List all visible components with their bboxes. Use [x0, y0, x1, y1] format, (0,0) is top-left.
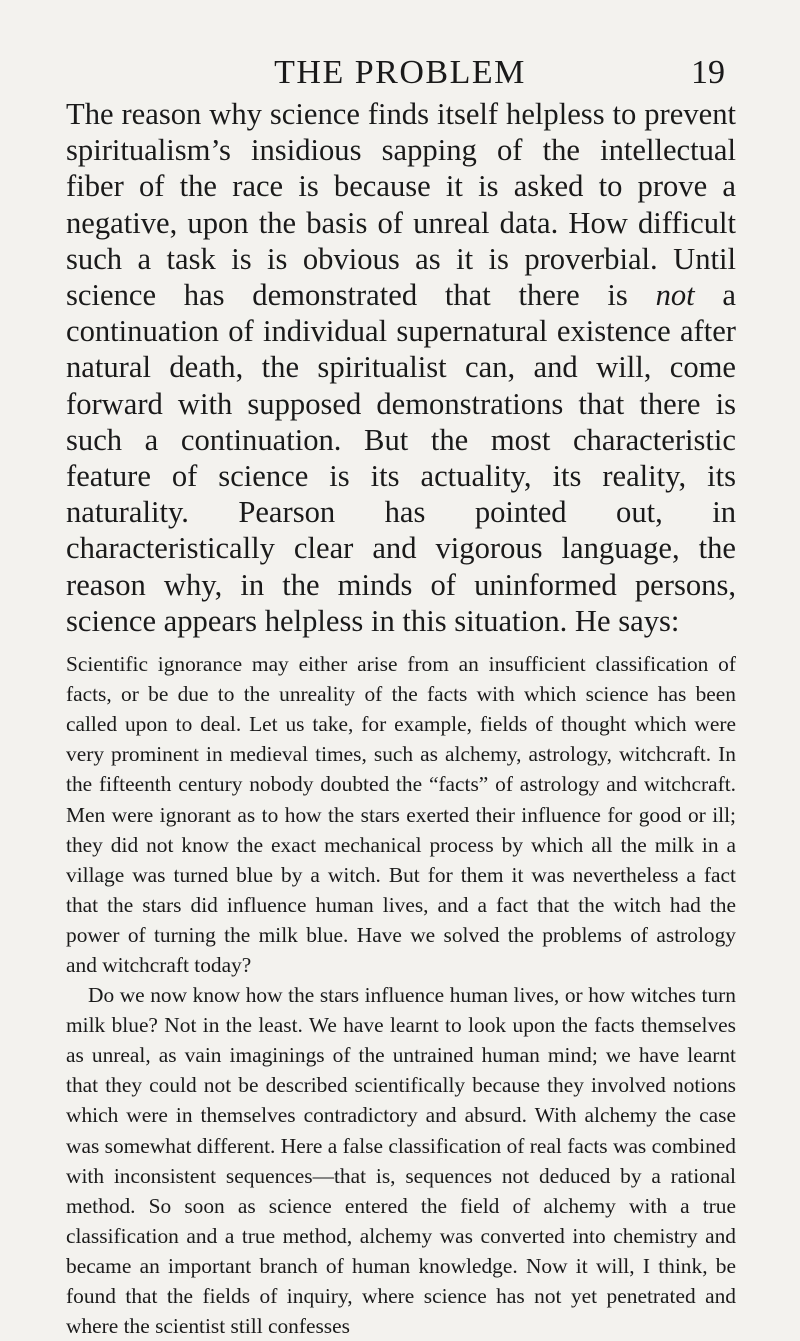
page-number: 19	[691, 54, 725, 91]
body-paragraph	[66, 96, 736, 639]
quote-paragraph: Do we now know how the stars influence human lives, or how witches turn milk blue? Not in the least. We have learnt to look upon the facts themselves as unreal, as vain imaginings of the untrained human mind; we have learnt that they could not be described scientifically because they involved notions which were in themselves contradictory and absurd. With alchemy the case was somewhat different. Here a false classification of real facts was combined with inconsistent sequences—that is, sequences not deduced by a rational method. So soon as science entered the field of alchemy with a true classification and a true method, alchemy was converted into chemistry and became an important branch of human knowledge. Now it will, I think, be found that the fields of inquiry, where science has not yet penetrated and where the scientist still confesses	[66, 983, 736, 1339]
body-text-after-italic: a continuation of individual supernatural existence after natural death, the spiritualist can, and will, come forward with supposed demonstrations that there is such a continuation. But the most characteristic feature of science is its actuality, its reality, its naturality. Pearson has pointed out, in characteristically clear and vigorous language, the reason why, in the minds of uninformed persons, science appears helpless in this situation. He says:	[66, 278, 736, 638]
running-head: THE PROBLEM	[274, 54, 526, 91]
block-quote	[66, 649, 736, 1341]
body-text-before-italic: The reason why science finds itself helpless to prevent spiritualism’s insidious sapping of the intellectual fiber of the race is because it is asked to prove a negative, upon the basis of unreal data. How difficult such a task is is obvious as it is proverbial. Until science has demonstrated that there is	[66, 97, 736, 313]
text-block	[66, 96, 736, 1341]
italic-word: not	[655, 278, 695, 313]
quote-paragraph: Scientific ignorance may either arise from an insufficient classification of facts, or be due to the unreality of the facts with which science has been called upon to deal. Let us take, for example, fields of thought which were very prominent in medieval times, such as alchemy, astrology, witchcraft. In the fifteenth century nobody doubted the “facts” of astrology and witchcraft. Men were ignorant as to how the stars exerted their influence for good or ill; they did not know the exact mechanical process by which all the milk in a village was turned blue by a witch. But for them it was nevertheless a fact that the stars did influence human lives, and a fact that the witch had the power of turning the milk blue. Have we solved the problems of astrology and witchcraft today?	[66, 652, 736, 977]
